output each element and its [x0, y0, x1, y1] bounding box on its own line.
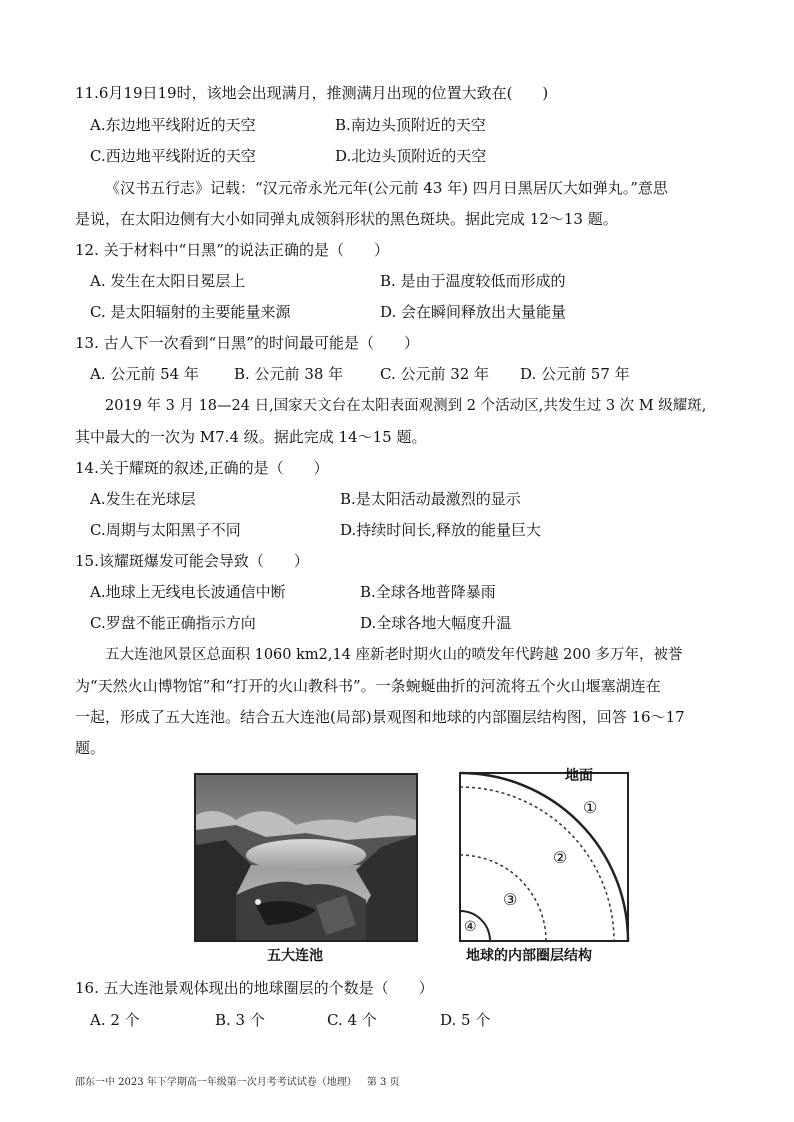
- layer-1-label: ①: [583, 798, 598, 817]
- q16-option-a: A. 2 个: [90, 1011, 140, 1029]
- q16-option-d: D. 5 个: [440, 1011, 491, 1029]
- q11-option-c: C.西边地平线附近的天空: [90, 147, 256, 165]
- diagram-caption: 地球的内部圈层结构: [466, 948, 592, 964]
- passage3-line1: 五大连池风景区总面积 1060 km2,14 座新老时期火山的喷发年代跨越 200 多万年，被誉: [105, 647, 683, 663]
- q12-option-d: D. 会在瞬间释放出大量能量: [380, 303, 567, 321]
- passage2-line2: 其中最大的一次为 M7.4 级。据此完成 14～15 题。: [75, 428, 427, 446]
- surface-label: 地面: [565, 768, 593, 784]
- layer-diagram: [455, 765, 635, 945]
- page-number: 第 3 页: [366, 1077, 400, 1088]
- passage1-line2: 是说，在太阳边侧有大小如同弹丸成领斜形状的黑色斑块。据此完成 12～13 题。: [75, 210, 618, 228]
- q12-option-b: B. 是由于温度较低而形成的: [380, 272, 566, 290]
- passage1-line1: 《汉书五行志》记载：“汉元帝永光元年(公元前 43 年) 四月日黑居仄大如弹丸。”意思: [105, 179, 668, 197]
- q14-stem: 14.关于耀斑的叙述,正确的是（ ）: [75, 459, 329, 477]
- q13-option-d: D. 公元前 57 年: [520, 365, 630, 383]
- q15-option-b: B.全球各地普降暴雨: [360, 583, 496, 601]
- landscape-image: [196, 775, 416, 940]
- q13-option-b: B. 公元前 38 年: [234, 365, 344, 383]
- q14-option-b: B.是太阳活动最激烈的显示: [340, 490, 521, 508]
- q15-option-c: C.罗盘不能正确指示方向: [90, 614, 256, 632]
- layer-2-label: ②: [553, 848, 568, 867]
- q14-option-d: D.持续时间长,释放的能量巨大: [340, 521, 542, 539]
- q13-option-c: C. 公元前 32 年: [380, 365, 490, 383]
- q15-option-d: D.全球各地大幅度升温: [360, 614, 512, 632]
- q13-option-a: A. 公元前 54 年: [90, 365, 199, 383]
- layer-4-label: ④: [464, 919, 477, 935]
- passage2-line1: 2019 年 3 月 18—24 日,国家天文台在太阳表面观测到 2 个活动区,共发生过 3 次 M 级耀斑,: [105, 398, 707, 414]
- q16-stem: 16. 五大连池景观体现出的地球圈层的个数是（ ）: [75, 979, 434, 997]
- q15-stem: 15.该耀斑爆发可能会导致（ ）: [75, 552, 309, 570]
- layer-3-label: ③: [503, 890, 518, 909]
- passage3-line2: 为“天然火山博物馆”和“打开的火山教科书”。一条蜿蜒曲折的河流将五个火山堰塞湖连在: [75, 677, 661, 695]
- q16-option-c: C. 4 个: [327, 1011, 377, 1029]
- q11-option-b: B.南边头顶附近的天空: [335, 116, 486, 134]
- q15-option-a: A.地球上无线电长波通信中断: [90, 583, 286, 601]
- passage3-line3: 一起，形成了五大连池。结合五大连池(局部)景观图和地球的内部圈层结构图，回答 16～17: [75, 708, 685, 726]
- q12-option-c: C. 是太阳辐射的主要能量来源: [90, 303, 291, 321]
- wudalianchi-landscape-photo: [194, 773, 418, 942]
- earth-interior-diagram: [455, 765, 635, 945]
- q16-option-b: B. 3 个: [215, 1011, 265, 1029]
- page-footer: [75, 1073, 400, 1088]
- q11-option-d: D.北边头顶附近的天空: [335, 147, 487, 165]
- passage3-line4: 题。: [75, 739, 106, 757]
- footer-exam-title: 邵东一中 2023 年下学期高一年级第一次月考考试试卷（地理）: [75, 1077, 357, 1088]
- q12-stem: 12. 关于材料中“日黑”的说法正确的是（ ）: [75, 241, 389, 259]
- q11-option-a: A.东边地平线附近的天空: [90, 116, 256, 134]
- q12-option-a: A. 发生在太阳日冕层上: [90, 272, 246, 290]
- diagram-frame: [460, 773, 628, 941]
- q11-stem: 11.6月19日19时，该地会出现满月，推测满月出现的位置大致在( ): [75, 84, 549, 102]
- q14-option-a: A.发生在光球层: [90, 490, 196, 508]
- q13-stem: 13. 古人下一次看到“日黑”的时间最可能是（ ）: [75, 334, 419, 352]
- photo-caption: 五大连池: [267, 948, 323, 964]
- q14-option-c: C.周期与太阳黑子不同: [90, 521, 241, 539]
